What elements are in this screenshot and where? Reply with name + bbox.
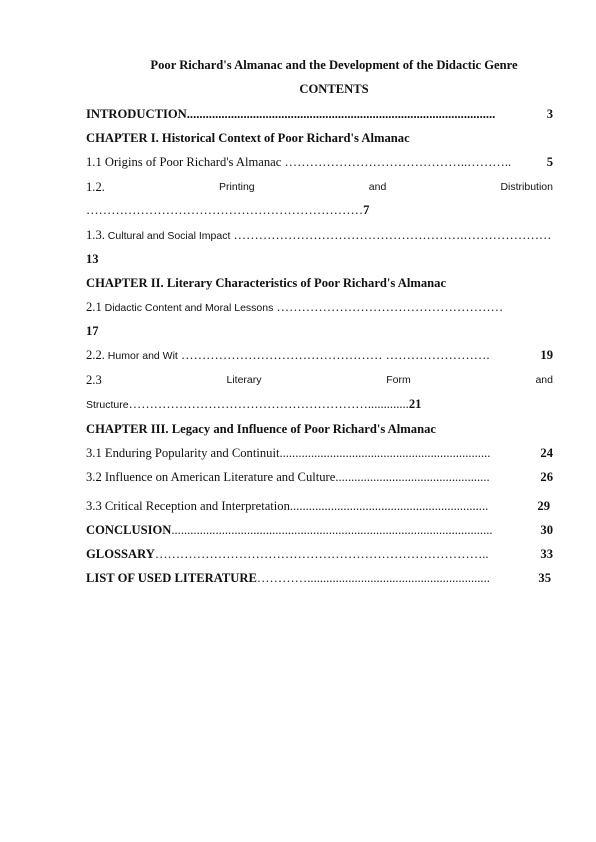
toc-page-number: 19 [540, 348, 553, 362]
toc-leader: ................................................. [335, 470, 490, 484]
toc-label: Didactic Content and Moral Lessons [101, 302, 274, 314]
toc-word: and [535, 374, 553, 386]
toc-label: CHAPTER I. Historical Context of Poor Richard's Almanac [86, 131, 410, 145]
toc-word: and [368, 181, 387, 193]
toc-page-number: 29 [537, 499, 550, 513]
toc-label: GLOSSARY [86, 547, 155, 561]
toc-label: CHAPTER III. Legacy and Influence of Poor Richard's Almanac [86, 422, 436, 436]
toc-word: Structure [86, 399, 129, 411]
toc-entry-2-3-leader-line[interactable] [86, 396, 446, 413]
toc-leader: …………………………………………………............. [128, 397, 409, 411]
toc-leader: ………………………………………… ……………………. [177, 348, 490, 362]
toc-chapter-3[interactable] [86, 421, 553, 437]
toc-page-number: 30 [540, 523, 553, 537]
toc-entry-1-1[interactable] [86, 154, 553, 170]
toc-leader: ............................................................... [289, 499, 489, 513]
toc-word: Literary [226, 374, 262, 386]
toc-leader: ................................................................... [279, 446, 491, 460]
toc-entry-3-1[interactable] [86, 445, 553, 461]
toc-word: Printing [219, 181, 255, 193]
toc-entry-3-2[interactable] [86, 469, 553, 485]
toc-label: 3.2 Influence on American Literature and Culture [86, 470, 336, 484]
toc-leader: …………………………………………………………………….. [154, 547, 489, 561]
toc-entry-1-2-leader-line[interactable] [86, 202, 416, 218]
contents-heading: CONTENTS [299, 82, 369, 96]
toc-label: Cultural and Social Impact [104, 230, 231, 242]
toc-entry-introduction[interactable] [86, 106, 553, 122]
toc-leader: ……………………………………………….………………… [230, 228, 552, 242]
toc-section-number: 1.2. [86, 180, 105, 194]
toc-label: Humor and Wit [104, 350, 178, 362]
toc-page-number: 33 [540, 547, 553, 561]
document-title: Poor Richard's Almanac and the Development of the Didactic Genre [150, 58, 518, 72]
toc-label: INTRODUCTION [86, 107, 187, 121]
toc-entry-1-3[interactable] [86, 227, 553, 244]
toc-leader: ……………………………………………… [273, 300, 504, 314]
toc-leader: ……………………………………..……….. [281, 155, 512, 169]
toc-section-number: 2.1 [86, 300, 102, 314]
toc-word: Distribution [500, 181, 553, 193]
toc-leader: ...................................................................................................... [171, 523, 493, 537]
toc-page-number: 24 [540, 446, 553, 460]
toc-label: 3.3 Critical Reception and Interpretation [86, 499, 290, 513]
toc-entry-literature[interactable] [86, 570, 551, 586]
toc-page-number: 26 [540, 470, 553, 484]
toc-label: CONCLUSION [86, 523, 172, 537]
toc-leader: .................................................................................................. [186, 107, 496, 121]
toc-chapter-2[interactable] [86, 275, 553, 291]
toc-entry-2-2[interactable] [86, 347, 553, 364]
toc-page-number: 7 [363, 203, 370, 217]
toc-label: LIST OF USED LITERATURE [86, 571, 257, 585]
toc-page-number: 21 [408, 397, 422, 411]
toc-page-number: 5 [546, 155, 553, 169]
toc-section-number: 1.3. [86, 228, 105, 242]
toc-section-number: 2.2. [86, 348, 105, 362]
toc-label: CHAPTER II. Literary Characteristics of Poor Richard's Almanac [86, 276, 447, 290]
toc-entry-3-3[interactable] [86, 498, 550, 514]
toc-page-number-1-3: 13 [86, 252, 99, 266]
toc-page-number: 35 [538, 571, 551, 585]
toc-entry-conclusion[interactable] [86, 522, 553, 538]
toc-word: Form [386, 374, 411, 386]
toc-leader: ………………………………………………………… [86, 203, 364, 217]
toc-entry-2-3[interactable] [86, 372, 553, 388]
toc-leader: ………….......................................................... [256, 571, 490, 585]
toc-entry-2-1[interactable] [86, 299, 553, 316]
toc-entry-glossary[interactable] [86, 546, 553, 562]
toc-chapter-1[interactable] [86, 130, 553, 146]
toc-section-number: 2.3 [86, 373, 102, 387]
toc-page-number: 3 [546, 107, 553, 121]
toc-page-number-2-1: 17 [86, 324, 99, 338]
toc-entry-1-2[interactable] [86, 179, 553, 195]
toc-label: 3.1 Enduring Popularity and Continuit [86, 446, 280, 460]
toc-label: 1.1 Origins of Poor Richard's Almanac [86, 155, 282, 169]
